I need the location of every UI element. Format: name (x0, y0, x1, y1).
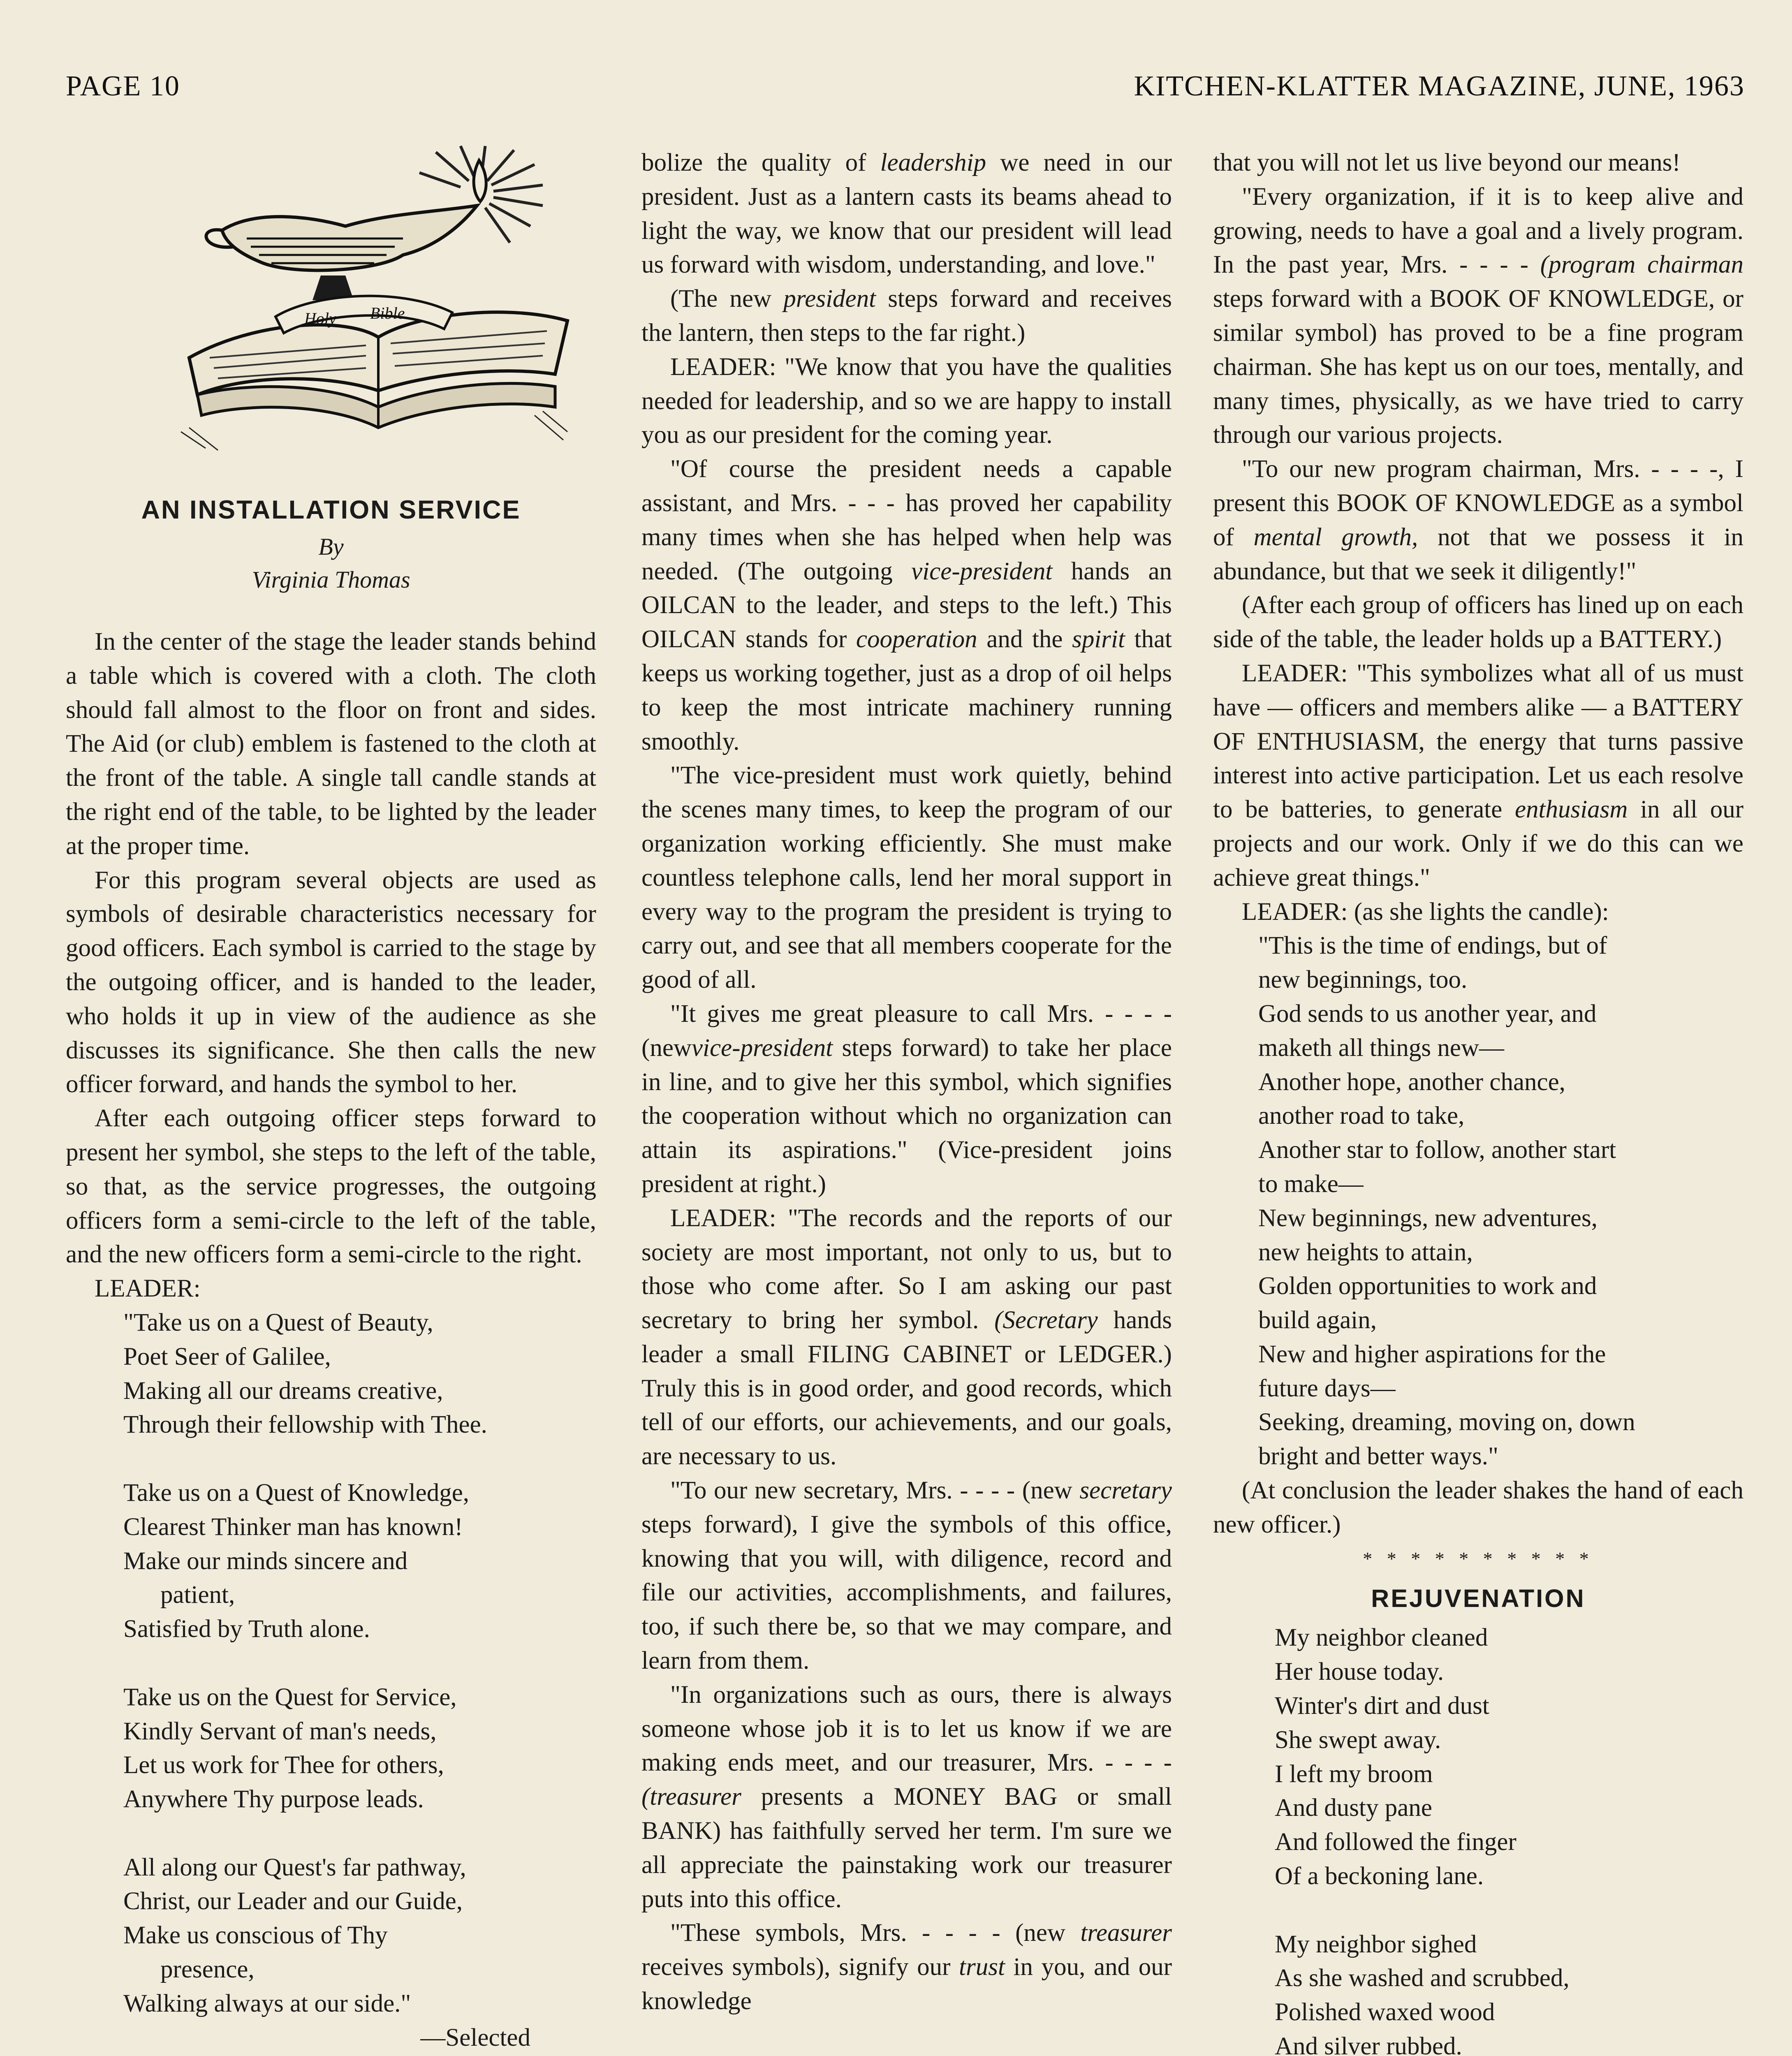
poem-line: Make our minds sincere and (123, 1547, 408, 1575)
paragraph: In the center of the stage the leader stands behind a table which is covered with a cloth. The cloth should fall almost to the floor on front and sides. The Aid (or club) emblem is fastened to the cloth at the front of the table. A single tall candle stands at the right end of the table, to be lighted by the leader at the proper time. (66, 628, 596, 860)
poem-line: She swept away. (1275, 1726, 1441, 1754)
paragraph: "Every organization, if it is to keep alive and growing, needs to have a goal and a lively program. In the past year, Mrs. - - - - (program chairman steps forward with a BOOK OF KNOWLEDGE, or similar symbol) has proved to be a fine program chairman. She has kept us on our toes, mentally, and many times, physically, as we have tried to carry through our various projects. (1213, 183, 1743, 449)
leader-label: LEADER: (95, 1275, 201, 1303)
paragraph: (The new president steps forward and receives the lantern, then steps to the far right.) (641, 285, 1172, 347)
page-number: PAGE 10 (66, 70, 180, 102)
verse-line: Another hope, another chance, (1258, 1068, 1565, 1096)
poem-line: Christ, our Leader and our Guide, (123, 1887, 463, 1915)
poem-line: Walking always at our side." (123, 1989, 411, 2017)
verse-line: future days— (1258, 1374, 1396, 1402)
poem-line: presence, (160, 1956, 255, 1984)
poem-line: Clearest Thinker man has known! (123, 1513, 463, 1541)
article-title-block (66, 489, 596, 596)
column-3 (1213, 146, 1743, 2056)
verse-line: New beginnings, new adventures, (1258, 1204, 1598, 1232)
poem-line: Making all our dreams creative, (123, 1377, 443, 1405)
oil-lamp-on-bible-icon (173, 144, 584, 465)
byline-author: Virginia Thomas (252, 566, 410, 593)
paragraph: "The vice-president must work quietly, behind the scenes many times, to keep the program of our organization working efficiently. She must make countless telephone calls, lend her moral support in every way to the program the president is trying to carry out, and see that all members cooperate for the good of all. (641, 762, 1172, 994)
poem-line: And silver rubbed. (1275, 2033, 1462, 2056)
section-divider-stars: * * * * * * * * * * (1363, 1548, 1594, 1569)
paragraph: LEADER: "We know that you have the qualities needed for leadership, and so we are happy to install you as our president for the coming year. (641, 353, 1172, 449)
poem-line: Poet Seer of Galilee, (123, 1343, 331, 1371)
verse-line: God sends to us another year, and (1258, 1000, 1597, 1028)
paragraph: (At conclusion the leader shakes the hand of each new officer.) (1213, 1477, 1743, 1538)
paragraph: "To our new secretary, Mrs. - - - - (new secretary steps forward), I give the symbols of this office, knowing that you will, with diligence, record and file our activities, accomplishments, and failures, too, if such there be, so that we may compare, and learn from them. (641, 1477, 1172, 1675)
byline-by: By (318, 533, 344, 560)
article-title: AN INSTALLATION SERVICE (141, 495, 521, 524)
paragraph: (After each group of officers has lined up on each side of the table, the leader holds up a BATTERY.) (1213, 591, 1743, 653)
verse-line: Seeking, dreaming, moving on, down (1258, 1408, 1635, 1436)
paragraph: "Of course the president needs a capable assistant, and Mrs. - - - has proved her capability many times when she has helped when help was needed. (The outgoing vice-president hands an OILCAN to the leader, and steps to the left.) This OILCAN stands for cooperation and the spirit that keeps us working together, just as a drop of oil helps to keep the most intricate machinery running smoothly. (641, 455, 1172, 755)
verse-line: to make— (1258, 1170, 1364, 1198)
bible-text: Bible (370, 304, 405, 322)
verse-line: bright and better ways." (1258, 1442, 1498, 1470)
poem-line: And dusty pane (1275, 1794, 1432, 1822)
poem-line: Polished waxed wood (1275, 1998, 1495, 2026)
paragraph: that you will not let us live beyond our means! (1213, 149, 1681, 176)
poem-line: Of a beckoning lane. (1275, 1862, 1484, 1890)
poem-line: As she washed and scrubbed, (1275, 1964, 1570, 1992)
verse-line: "This is the time of endings, but of (1258, 932, 1607, 960)
poem-line: Anywhere Thy purpose leads. (123, 1785, 424, 1813)
paragraph: "It gives me great pleasure to call Mrs. - - - -(newvice-president steps forward) to take her place in line, and to give her this symbol, which signifies the cooperation without which no organization can attain its aspirations." (Vice-president joins president at right.) (641, 1000, 1172, 1198)
paragraph: "To our new program chairman, Mrs. - - - -, I present this BOOK OF KNOWLEDGE as a symbol of mental growth, not that we possess it in abundance, but that we seek it diligently!" (1213, 455, 1744, 585)
verse-line: build again, (1258, 1306, 1377, 1334)
poem-line: Winter's dirt and dust (1275, 1692, 1489, 1720)
poem-line: "Take us on a Quest of Beauty, (123, 1308, 433, 1336)
column-1 (66, 625, 596, 2056)
paragraph: After each outgoing officer steps forward to present her symbol, she steps to the left of the table, so that, as the service progresses, the outgoing officers form a semi-circle to the left of the table, and the new officers form a semi-circle to the right. (66, 1104, 596, 1269)
column-2 (641, 146, 1172, 2019)
verse-line: Golden opportunities to work and (1258, 1272, 1597, 1300)
verse-line: new heights to attain, (1258, 1238, 1473, 1266)
verse-line: Another star to follow, another start (1258, 1136, 1616, 1164)
verse-line: New and higher aspirations for the (1258, 1340, 1606, 1368)
page-header (66, 70, 1745, 115)
poem-line: Her house today. (1275, 1658, 1444, 1686)
paragraph: "In organizations such as ours, there is always someone whose job it is to let us know if we are making ends meet, and our treasurer, Mrs. - - - - (treasurer presents a MONEY BAG or small BANK) has faithfully served her term. I'm sure we all appreciate the painstaking work our treasurer puts into this office. (641, 1681, 1172, 1913)
verse-line: another road to take, (1258, 1102, 1465, 1130)
paragraph: For this program several objects are used as symbols of desirable characteristics necessary for good officers. Each symbol is carried to the stage by the outgoing officer, and is handed to the leader, who holds it up in view of the audience as she discusses its significance. She then calls the new officer forward, and hands the symbol to her. (66, 866, 596, 1098)
verse-line: maketh all things new— (1258, 1034, 1505, 1062)
poem-quest (66, 1306, 596, 2055)
poem-line: Through their fellowship with Thee. (123, 1411, 487, 1439)
poem-line: patient, (160, 1581, 235, 1609)
poem-line: Kindly Servant of man's needs, (123, 1717, 437, 1745)
paragraph: LEADER: (as she lights the candle): (1242, 898, 1609, 926)
paragraph: "These symbols, Mrs. - - - - (new treasurer receives symbols), signify our trust in you, and our knowledge (641, 1919, 1172, 2015)
poem-line: All along our Quest's far pathway, (123, 1853, 466, 1881)
poem-line: And followed the finger (1275, 1828, 1516, 1856)
poem-line: Let us work for Thee for others, (123, 1751, 444, 1779)
poem-line: I left my broom (1275, 1760, 1433, 1788)
paragraph: LEADER: "The records and the reports of our society are most important, not only to us, but to those who come after. So I am asking our past secretary to bring her symbol. (Secretary hands leader a small FILING CABINET or LEDGER.) Truly this is in good order, and good records, which tell of our efforts, our achievements, and our goals, are necessary to us. (641, 1204, 1172, 1470)
poem-line: Satisfied by Truth alone. (123, 1615, 370, 1643)
poem-line: Take us on the Quest for Service, (123, 1683, 457, 1711)
poem-credit: —Selected (420, 2024, 530, 2051)
poem-line: My neighbor cleaned (1275, 1624, 1488, 1652)
poem-line: Take us on a Quest of Knowledge, (123, 1479, 470, 1507)
poem-line: My neighbor sighed (1275, 1930, 1477, 1958)
paragraph: LEADER: "This symbolizes what all of us must have — officers and members alike — a BATTERY OF ENTHUSIASM, the energy that turns passive interest into active participation. Let us each resolve to be batteries, to generate enthusiasm in all our projects and our work. Only if we do this can we achieve great things." (1213, 659, 1744, 891)
magazine-title-date: KITCHEN-KLATTER MAGAZINE, JUNE, 1963 (1134, 70, 1745, 102)
paragraph: bolize the quality of leadership we need in our president. Just as a lantern casts its beams ahead to light the way, we know that our president will lead us forward with wisdom, understanding, and love." (641, 149, 1172, 279)
candle-verse (1213, 929, 1743, 1474)
lamp-bible-illustration (173, 144, 584, 465)
verse-line: new beginnings, too. (1258, 966, 1468, 994)
poem-title: REJUVENATION (1371, 1584, 1586, 1613)
poem-line: Make us conscious of Thy (123, 1922, 388, 1949)
bible-text: Holy (304, 309, 336, 328)
poem-rejuvenation (1213, 1621, 1743, 2056)
